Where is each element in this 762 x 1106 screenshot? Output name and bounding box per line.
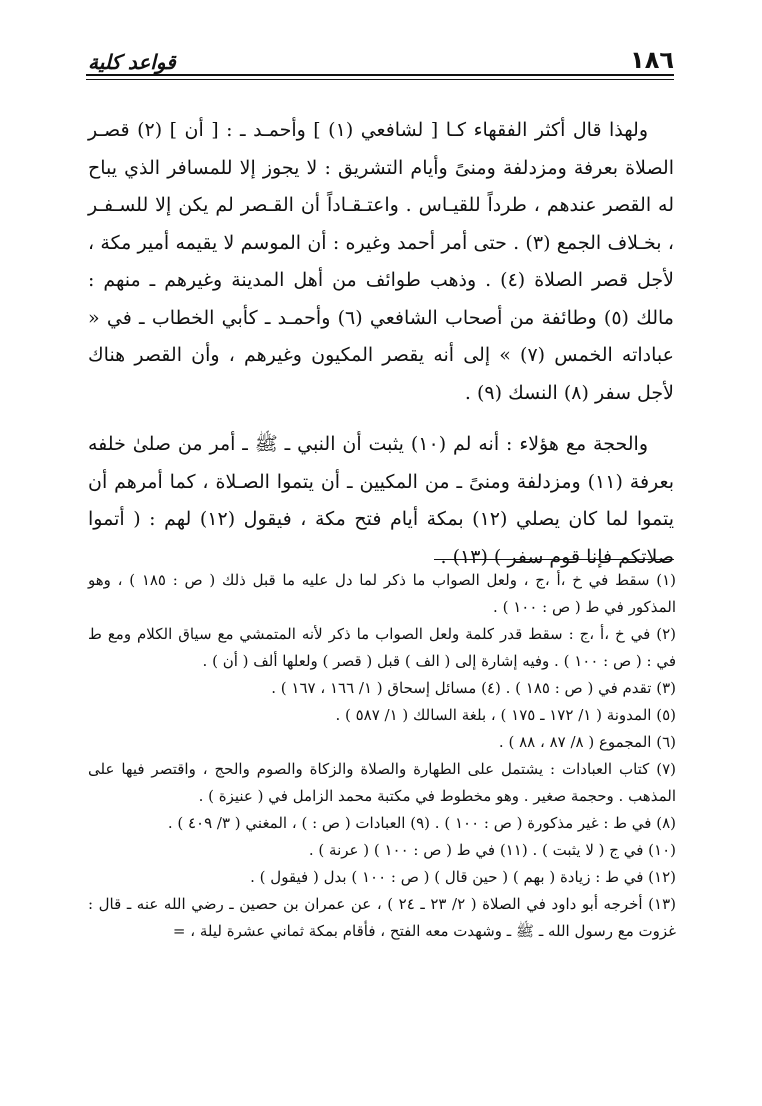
running-title: قواعد كلية — [88, 50, 176, 74]
footnote-3-4: (٣) تقدم في ( ص : ١٨٥ ) . (٤) مسائل إسحاق ( ١/ ١٦٦ ، ١٦٧ ) . — [271, 679, 676, 697]
page-header — [88, 34, 674, 74]
footnote-2: (٢) في خ ،أ ،ج : سقط قدر كلمة ولعل الصواب ما ذكر لأنه المتمشي مع سياق الكلام ومع ط في : ( ص : ١٠٠ ) . وفيه إشارة إلى ( الف ) قبل ( قصر ) ولعلها ألف ( أن ) . — [88, 625, 676, 670]
footnote-separator — [434, 559, 674, 560]
footnotes — [88, 567, 676, 945]
header-rule — [86, 74, 674, 80]
footnote-12: (١٢) في ط : زيادة ( بهم ) ( حين قال ) ( ص : ١٠٠ ) بدل ( فيقول ) . — [250, 868, 676, 886]
footnote-8-9: (٨) في ط : غير مذكورة ( ص : ١٠٠ ) . (٩) العبادات ( ص : ) ، المغني ( ٣/ ٤٠٩ ) . — [167, 814, 676, 832]
main-text — [88, 112, 674, 576]
footnote-10-11: (١٠) في ج ( لا يثبت ) . (١١) في ط ( ص : ١٠٠ ) ( عرنة ) . — [308, 841, 676, 859]
footnote-1: (١) سقط في خ ،أ ،ج ، ولعل الصواب ما ذكر لما دل عليه ما قبل ذلك ( ص : ١٨٥ ) ، وهو المذكور في ط ( ص : ١٠٠ ) . — [88, 571, 676, 616]
footnote-13: (١٣) أخرجه أبو داود في الصلاة ( ٢/ ٢٣ ـ ٢٤ ) ، عن عمران بن حصين ـ رضي الله عنه ـ قال : غزوت مع رسول الله ـ ﷺ ـ وشهدت معه الفتح ، فأقام بمكة ثماني عشرة ليلة ، = — [88, 895, 677, 940]
footnote-7: (٧) كتاب العبادات : يشتمل على الطهارة والصلاة والزكاة والصوم والحج ، واقتصر فيها على المذهب . وحجمة صغير . وهو مخطوط في مكتبة محمد الزامل في ( عنيزة ) . — [88, 760, 676, 805]
footnote-5: (٥) المدونة ( ١/ ١٧٢ ـ ١٧٥ ) ، بلغة السالك ( ١/ ٥٨٧ ) . — [335, 706, 676, 724]
page-number: ١٨٦ — [630, 46, 674, 74]
paragraph-2: والحجة مع هؤلاء : أنه لم (١٠) يثبت أن النبي ـ ﷺ ـ أمر من صلىٰ خلفه بعرفة (١١) ومزدلفة ومنىً ـ من المكيين ـ أن يتموا الصـلاة ، كما أمرهم أن يتموا لما كان يصلي (١٢) بمكة أيام فتح مكة ، فيقول (١٢) لهم : ( أتموا صلاتكم فإنا قوم سفر ) (١٣) . — [88, 433, 674, 568]
paragraph-1: ولهذا قال أكثر الفقهاء كـا [ لشافعي (١) ] وأحمـد ـ : [ أن ] (٢) قصـر الصلاة بعرفة ومزدلفة ومنىً وأيام التشريق : لا يجوز إلا للمسافر الذي يباح له القصر عندهم ، طرداً للقيـاس . واعتـقـاداً أن القـصر لم يكن إلا للسـفـر ، بخـلاف الجمع (٣) . حتى أمر أحمد وغيره : أن الموسم لا يقيمه أمير مكة ، لأجل قصر الصلاة (٤) . وذهب طوائف من أهل المدينة وغيرهم ـ منهم : مالك (٥) وطائفة من أصحاب الشافعي (٦) وأحمـد ـ كأبي الخطاب ـ في « عباداته الخمس (٧) » إلى أنه يقصر المكيون وغيرهم ، وأن القصر هناك لأجل سفر (٨) النسك (٩) . — [88, 119, 674, 404]
footnote-6: (٦) المجموع ( ٨/ ٨٧ ، ٨٨ ) . — [498, 733, 676, 751]
